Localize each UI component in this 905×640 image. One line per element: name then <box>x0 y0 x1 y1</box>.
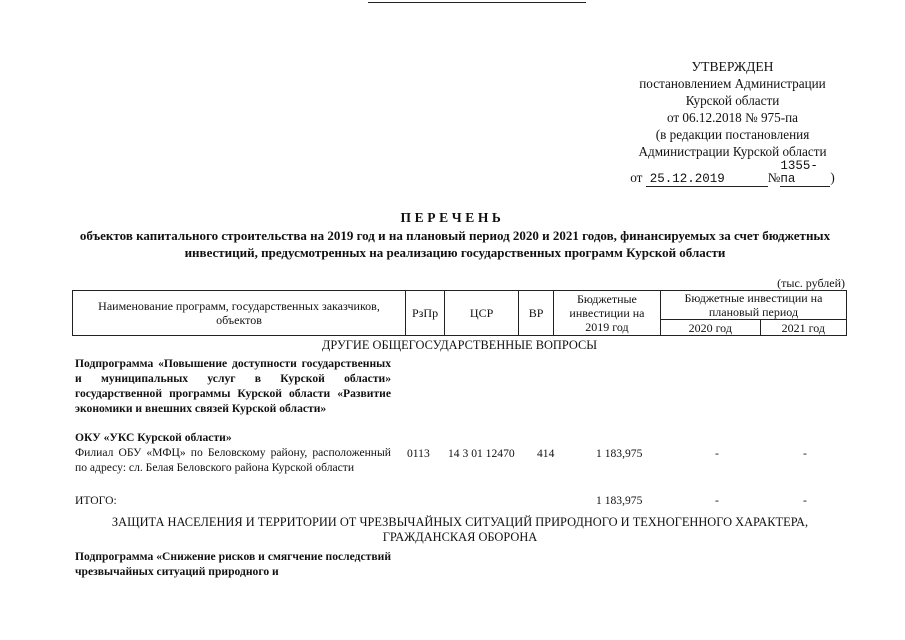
document-title: ПЕРЕЧЕНЬ <box>400 210 505 225</box>
approval-block <box>560 58 905 187</box>
approval-date-line <box>560 160 905 187</box>
table-header <box>72 290 847 336</box>
row-rzpr: 0113 <box>407 447 430 460</box>
approval-line: Администрации Курской области <box>638 144 827 159</box>
date-prefix: от <box>630 170 643 185</box>
total-2020: - <box>715 494 719 507</box>
approval-heading: УТВЕРЖДЕН <box>691 59 774 74</box>
section-heading: ЗАЩИТА НАСЕЛЕНИЯ И ТЕРРИТОРИИ ОТ ЧРЕЗВЫЧАЙНЫХ СИТУАЦИЙ ПРИРОДНОГО И ТЕХНОГЕННОГО ХАРАКТЕРА, ГРАЖДАНСКАЯ ОБОРОНА <box>111 515 809 544</box>
row-sum-2021: - <box>803 447 807 460</box>
number-prefix: № <box>767 170 781 185</box>
header-name: Наименование программ, государственных заказчиков, объектов <box>73 291 406 336</box>
header-planned: Бюджетные инвестиции на плановый период <box>660 291 846 320</box>
approval-line: постановлением Администрации <box>639 76 826 91</box>
date-value: 25.12.2019 <box>646 173 768 187</box>
row-sum-2020: - <box>715 447 719 460</box>
program-text: Подпрограмма «Повышение доступности государственных и муниципальных услуг в Курской области» государственной программы Курской области «Развитие экономики и внешних связей Курской области» <box>75 357 391 415</box>
total-label: ИТОГО: <box>75 494 117 507</box>
approval-line: от 06.12.2018 № 975-па <box>666 110 799 125</box>
top-rule <box>368 2 586 3</box>
header-2020: 2020 год <box>660 320 760 336</box>
row-csr: 14 3 01 12470 <box>448 447 515 460</box>
approval-line: (в редакции постановления <box>655 127 810 142</box>
document-subtitle: объектов капитального строительства на 2019 год и на плановый период 2020 и 2021 годов, финансируемых за счет бюджетных инвестиций, предусмотренных на реализацию государственных программ Курской области <box>79 228 831 260</box>
customer-text: ОКУ «УКС Курской области» <box>75 431 232 444</box>
row-vr: 414 <box>537 447 555 460</box>
header-vr: ВР <box>519 291 554 336</box>
header-csr: ЦСР <box>445 291 519 336</box>
number-value: 1355-па <box>780 160 830 187</box>
header-budget-2019: Бюджетные инвестиции на 2019 год <box>554 291 661 336</box>
approval-line: Курской области <box>685 93 780 108</box>
row-sum-2019: 1 183,975 <box>596 447 643 460</box>
section-heading: ДРУГИЕ ОБЩЕГОСУДАРСТВЕННЫЕ ВОПРОСЫ <box>321 338 598 352</box>
program-text: Подпрограмма «Снижение рисков и смягчение последствий чрезвычайных ситуаций природного и <box>75 550 391 578</box>
total-2019: 1 183,975 <box>596 494 643 507</box>
closing-paren: ) <box>830 170 835 185</box>
total-2021: - <box>803 494 807 507</box>
header-2021: 2021 год <box>760 320 846 336</box>
header-rzpr: РзПр <box>406 291 445 336</box>
object-text: Филиал ОБУ «МФЦ» по Беловскому району, расположенный по адресу: сл. Белая Беловского района Курской области <box>75 446 391 474</box>
units-label: (тыс. рублей) <box>777 276 845 290</box>
